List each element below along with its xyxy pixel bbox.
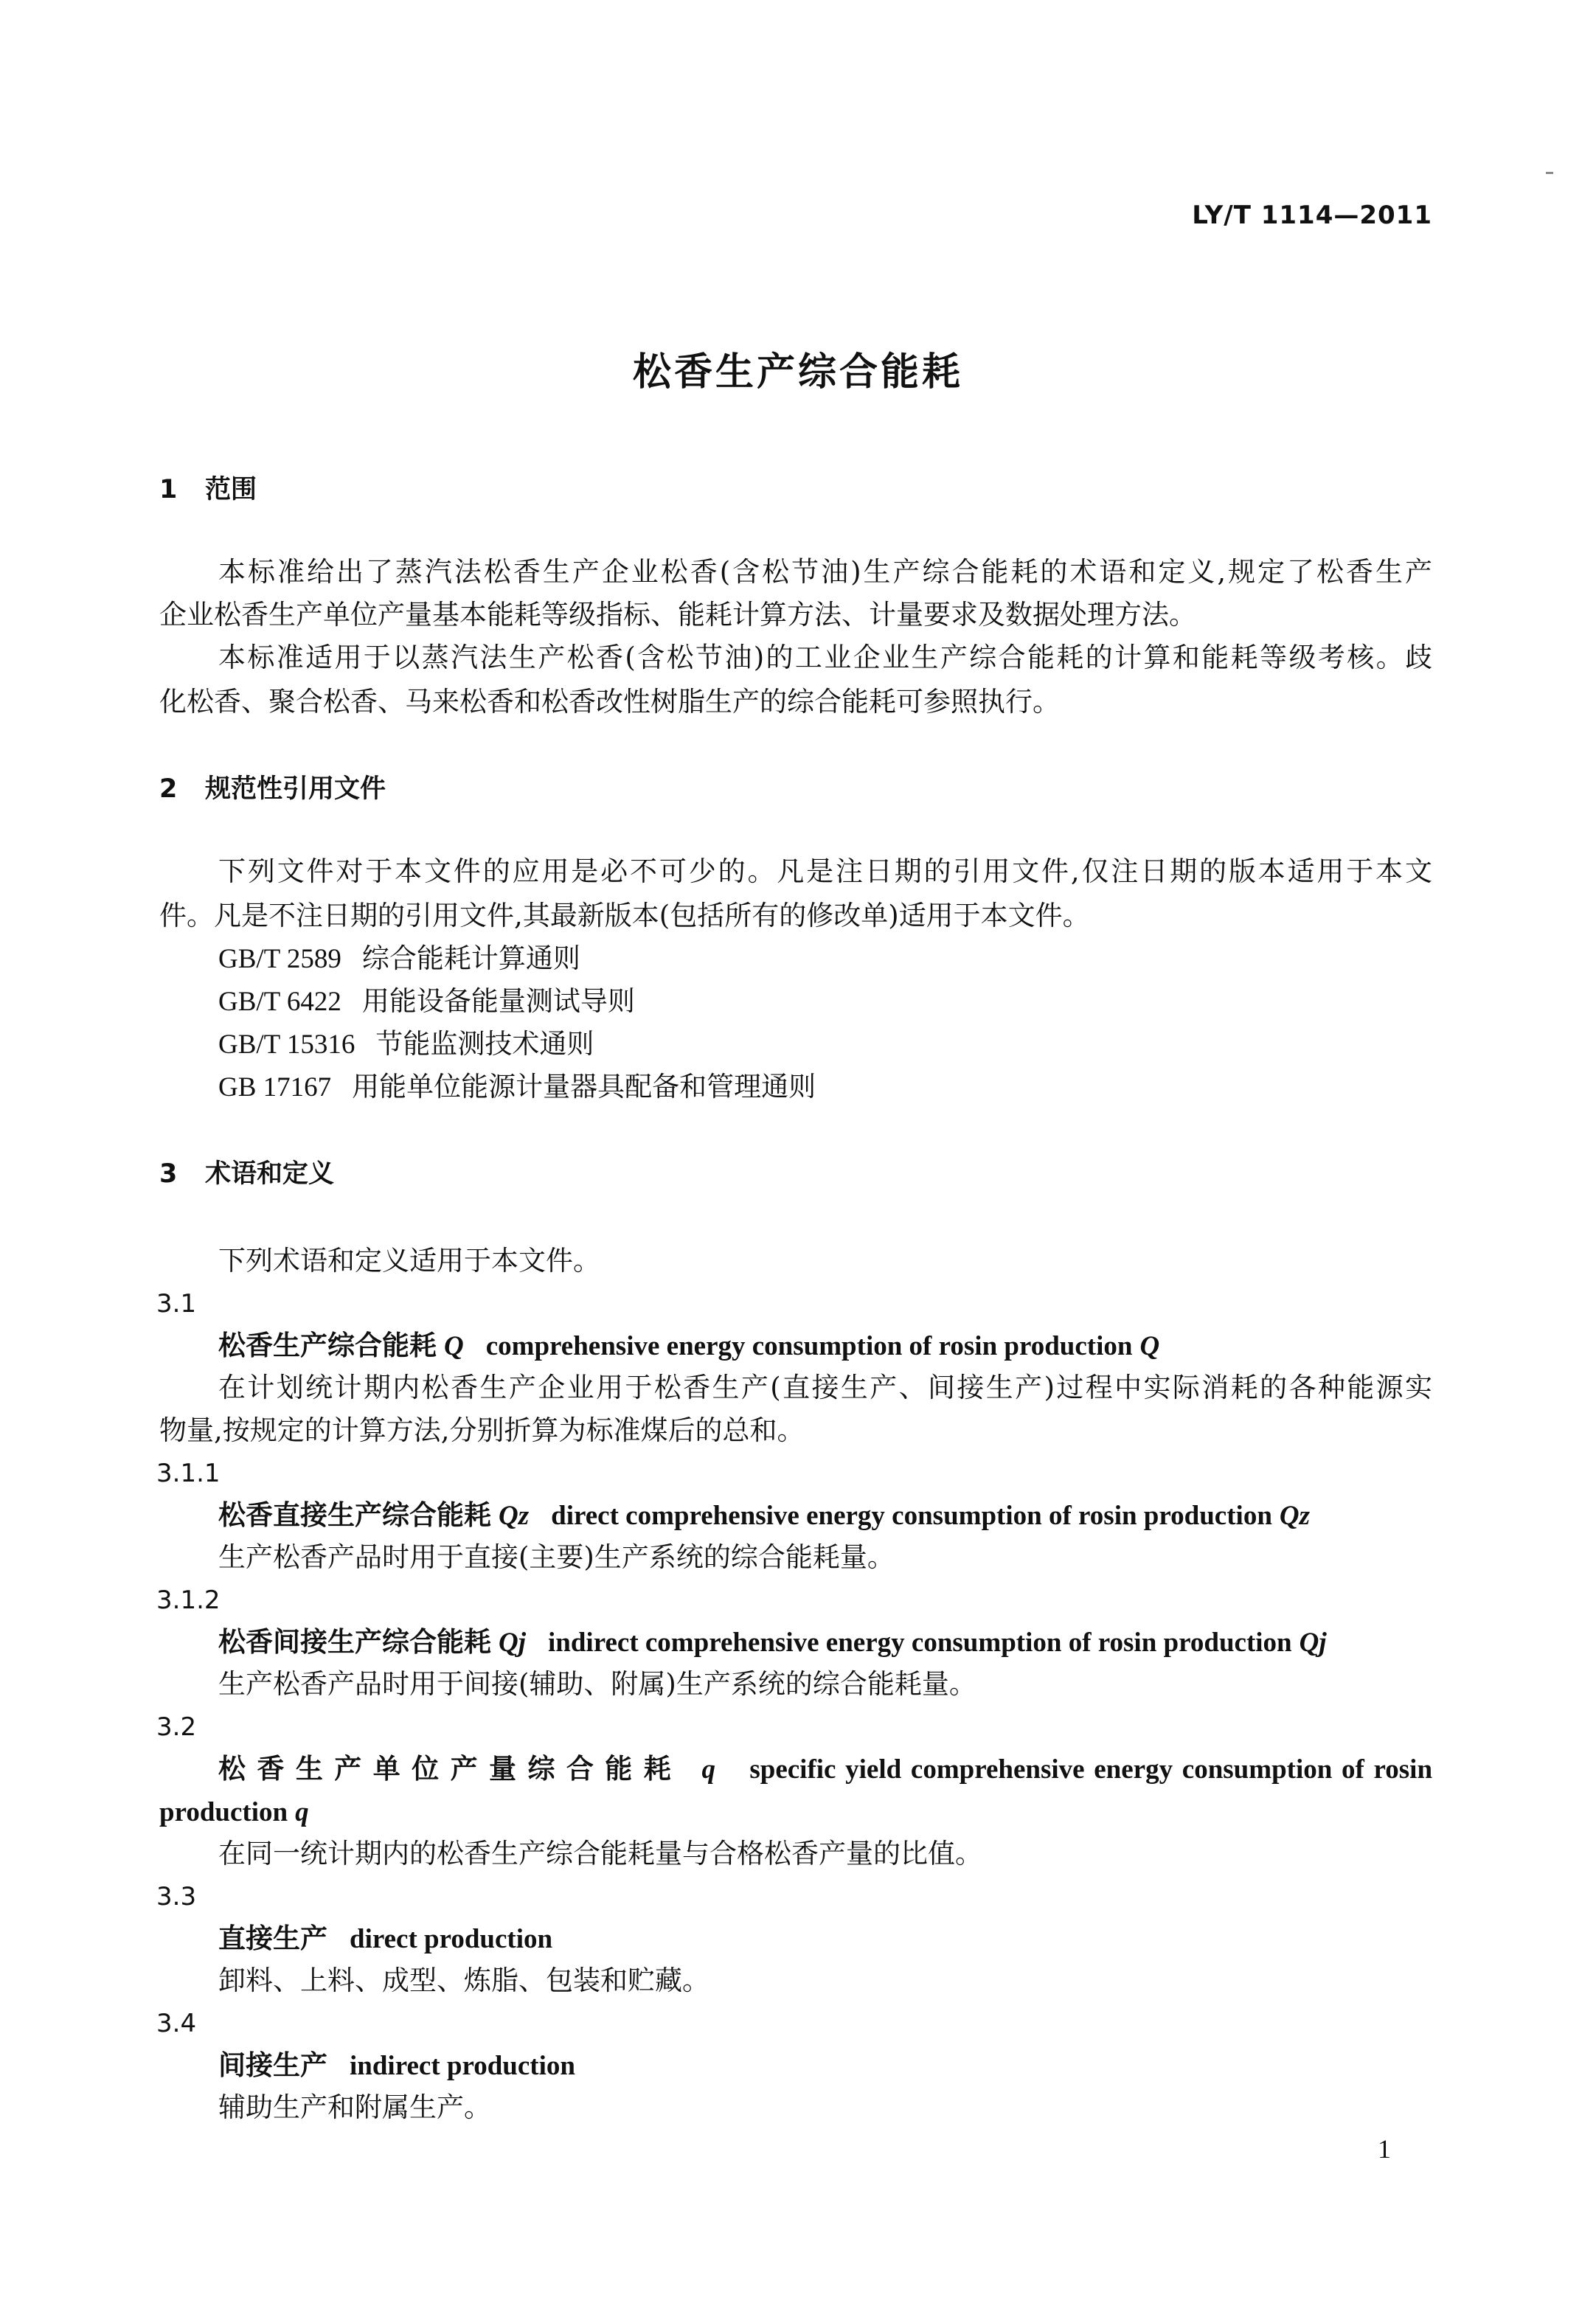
term-chinese: 松香间接生产综合能耗 (218, 1626, 491, 1658)
term-chinese: 松香生产综合能耗 (218, 1330, 437, 1361)
section-title: 术语和定义 (205, 1159, 335, 1189)
definition-line: 辅助生产和附属生产。 (218, 2091, 491, 2123)
term-symbol: Qz (1279, 1501, 1311, 1531)
term-chinese: 松香生产单位产量综合能耗 (218, 1753, 683, 1785)
term-english: indirect production (350, 2051, 575, 2081)
reference-code: GB/T 2589 (218, 944, 341, 974)
section-number: 1 (159, 475, 178, 504)
term-english: direct production (350, 1924, 553, 1954)
scan-mark (1546, 172, 1553, 174)
paragraph-line: 下列文件对于本文件的应用是必不可少的。凡是注日期的引用文件,仅注日期的版本适用于本文 (218, 855, 1432, 887)
section-number: 2 (159, 774, 178, 804)
term-english: comprehensive energy consumption of rosin production (485, 1331, 1133, 1361)
term-symbol: Qj (1299, 1628, 1327, 1658)
section-1-heading (159, 473, 257, 506)
term-symbol: Q (444, 1331, 464, 1361)
paragraph-line: 下列术语和定义适用于本文件。 (218, 1245, 600, 1277)
definition-line: 生产松香产品时用于间接(辅助、附属)生产系统的综合能耗量。 (218, 1668, 976, 1700)
term-symbol: q (701, 1754, 716, 1785)
term-english: production (159, 1797, 288, 1827)
page-number: 1 (1378, 2134, 1391, 2164)
paragraph-line: 本标准给出了蒸汽法松香生产企业松香(含松节油)生产综合能耗的术语和定义,规定了松香生产 (218, 556, 1432, 588)
reference-item (218, 942, 580, 976)
reference-title: 用能单位能源计量器具配备和管理通则 (352, 1071, 816, 1102)
document-title: 松香生产综合能耗 (632, 350, 963, 395)
section-2-heading (159, 773, 386, 805)
term-entry (218, 1922, 552, 1956)
term-english: direct comprehensive energy consumption of rosin production (551, 1501, 1272, 1531)
clause-number: 3.2 (156, 1712, 197, 1742)
paragraph-line: 件。凡是不注日期的引用文件,其最新版本(包括所有的修改单)适用于本文件。 (159, 900, 1090, 931)
term-chinese: 松香直接生产综合能耗 (218, 1499, 491, 1531)
term-chinese: 间接生产 (218, 2049, 327, 2081)
section-title: 范围 (205, 475, 257, 504)
definition-line: 在同一统计期内的松香生产综合能耗量与合格松香产量的比值。 (218, 1838, 982, 1869)
term-english: specific yield comprehensive energy consumption of rosin (749, 1754, 1433, 1785)
standard-code: LY/T 1114—2011 (1192, 201, 1432, 230)
reference-title: 用能设备能量测试导则 (361, 985, 635, 1017)
reference-code: GB/T 6422 (218, 987, 341, 1017)
definition-line: 生产松香产品时用于直接(主要)生产系统的综合能耗量。 (218, 1541, 895, 1573)
section-number: 3 (159, 1159, 178, 1189)
clause-number: 3.3 (156, 1882, 197, 1911)
term-symbol: Qj (499, 1628, 526, 1658)
clause-number: 3.4 (156, 2009, 197, 2038)
clause-number: 3.1.2 (156, 1586, 221, 1615)
paragraph-line: 本标准适用于以蒸汽法生产松香(含松节油)的工业企业生产综合能耗的计算和能耗等级考核。歧 (218, 642, 1432, 673)
term-chinese: 直接生产 (218, 1923, 327, 1954)
reference-item (218, 985, 635, 1018)
reference-code: GB 17167 (218, 1072, 332, 1102)
reference-code: GB/T 15316 (218, 1029, 355, 1060)
term-entry (218, 1752, 1432, 1786)
term-entry (218, 1625, 1327, 1659)
reference-item (218, 1028, 594, 1061)
reference-item (218, 1071, 816, 1104)
definition-line: 卸料、上料、成型、炼脂、包装和贮藏。 (218, 1965, 709, 1996)
term-entry (218, 1498, 1310, 1532)
term-english: indirect comprehensive energy consumption of rosin production (548, 1628, 1292, 1658)
reference-title: 节能监测技术通则 (375, 1028, 594, 1060)
term-symbol: Qz (499, 1501, 530, 1531)
paragraph-line: 化松香、聚合松香、马来松香和松香改性树脂生产的综合能耗可参照执行。 (159, 686, 1060, 718)
term-entry (218, 1329, 1159, 1363)
term-symbol: Q (1139, 1331, 1160, 1361)
clause-number: 3.1.1 (156, 1459, 221, 1488)
section-title: 规范性引用文件 (205, 774, 386, 804)
section-3-heading (159, 1158, 334, 1190)
paragraph-line: 企业松香生产单位产量基本能耗等级指标、能耗计算方法、计量要求及数据处理方法。 (159, 599, 1196, 631)
term-symbol: q (295, 1797, 309, 1827)
reference-title: 综合能耗计算通则 (361, 942, 580, 974)
clause-number: 3.1 (156, 1289, 197, 1319)
definition-line: 在计划统计期内松香生产企业用于松香生产(直接生产、间接生产)过程中实际消耗的各种能源实 (218, 1372, 1432, 1403)
term-entry-continued (159, 1795, 309, 1829)
term-entry (218, 2049, 575, 2083)
definition-line: 物量,按规定的计算方法,分别折算为标准煤后的总和。 (159, 1414, 805, 1446)
